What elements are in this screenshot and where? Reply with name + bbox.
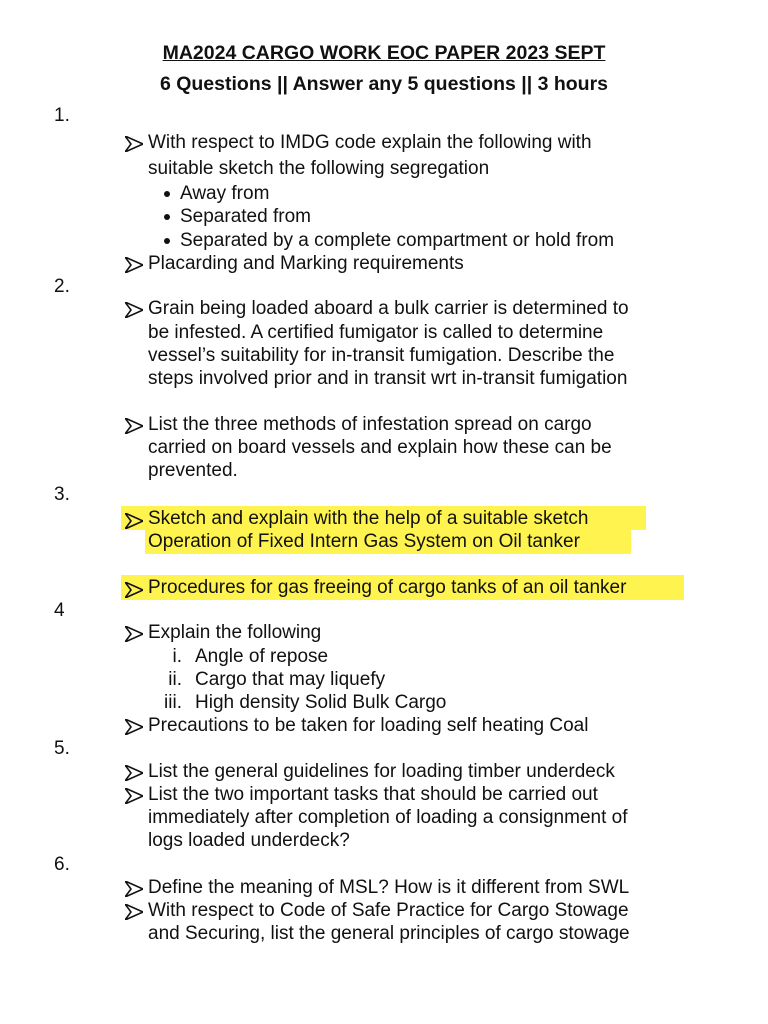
- question-text: Procedures for gas freeing of cargo tanks of an oil tanker: [148, 577, 627, 598]
- arrow-bullet-icon: [125, 881, 143, 897]
- sub-item: Away from: [180, 183, 270, 204]
- bullet-dot-icon: [164, 214, 170, 220]
- paper-title: MA2024 CARGO WORK EOC PAPER 2023 SEPT: [162, 42, 606, 64]
- sub-item: High density Solid Bulk Cargo: [195, 692, 447, 713]
- question-number-6: 6.: [54, 854, 70, 875]
- question-text: Define the meaning of MSL? How is it different from SWL: [148, 877, 630, 898]
- arrow-bullet-icon: [125, 719, 143, 735]
- question-number-3: 3.: [54, 484, 70, 505]
- question-text: With respect to IMDG code explain the following with: [148, 132, 592, 153]
- question-text: be infested. A certified fumigator is called to determine: [148, 322, 604, 343]
- question-text: List the two important tasks that should be carried out: [148, 784, 598, 805]
- arrow-bullet-icon: [125, 626, 143, 642]
- question-text: List the three methods of infestation spread on cargo: [148, 414, 592, 435]
- bullet-dot-icon: [164, 238, 170, 244]
- question-text: immediately after completion of loading a consignment of: [148, 807, 628, 828]
- arrow-bullet-icon: [125, 513, 143, 529]
- question-number-1: 1.: [54, 105, 70, 126]
- question-text: vessel’s suitability for in-transit fumigation. Describe the: [148, 345, 615, 366]
- arrow-bullet-icon: [125, 418, 143, 434]
- question-text: steps involved prior and in transit wrt in-transit fumigation: [148, 368, 628, 389]
- arrow-bullet-icon: [125, 136, 143, 152]
- roman-numeral: i.: [172, 646, 182, 667]
- question-text: prevented.: [148, 460, 238, 481]
- arrow-bullet-icon: [125, 788, 143, 804]
- question-text: Grain being loaded aboard a bulk carrier is determined to: [148, 298, 629, 319]
- sub-item: Angle of repose: [195, 646, 329, 667]
- bullet-dot-icon: [164, 191, 170, 197]
- sub-item: Separated from: [180, 206, 311, 227]
- arrow-bullet-icon: [125, 904, 143, 920]
- question-text: logs loaded underdeck?: [148, 830, 350, 851]
- question-number-2: 2.: [54, 276, 70, 297]
- arrow-bullet-icon: [125, 582, 143, 598]
- question-number-4: 4: [54, 600, 65, 621]
- roman-numeral: ii.: [168, 669, 182, 690]
- question-text: Operation of Fixed Intern Gas System on Oil tanker: [148, 531, 580, 552]
- question-text: Sketch and explain with the help of a suitable sketch: [148, 508, 589, 529]
- question-text: With respect to Code of Safe Practice for Cargo Stowage: [148, 900, 629, 921]
- arrow-bullet-icon: [125, 257, 143, 273]
- roman-numeral: iii.: [164, 692, 182, 713]
- arrow-bullet-icon: [125, 302, 143, 318]
- question-text: Precautions to be taken for loading self heating Coal: [148, 715, 589, 736]
- question-text: List the general guidelines for loading timber underdeck: [148, 761, 615, 782]
- sub-item: Cargo that may liquefy: [195, 669, 386, 690]
- question-text: and Securing, list the general principles of cargo stowage: [148, 923, 630, 944]
- question-text: carried on board vessels and explain how these can be: [148, 437, 612, 458]
- question-text: Explain the following: [148, 622, 322, 643]
- paper-subtitle: 6 Questions || Answer any 5 questions || 3 hours: [159, 73, 609, 95]
- arrow-bullet-icon: [125, 765, 143, 781]
- question-text: Placarding and Marking requirements: [148, 253, 464, 274]
- question-number-5: 5.: [54, 738, 70, 759]
- sub-item: Separated by a complete compartment or hold from: [180, 230, 615, 251]
- question-text: suitable sketch the following segregation: [148, 158, 490, 179]
